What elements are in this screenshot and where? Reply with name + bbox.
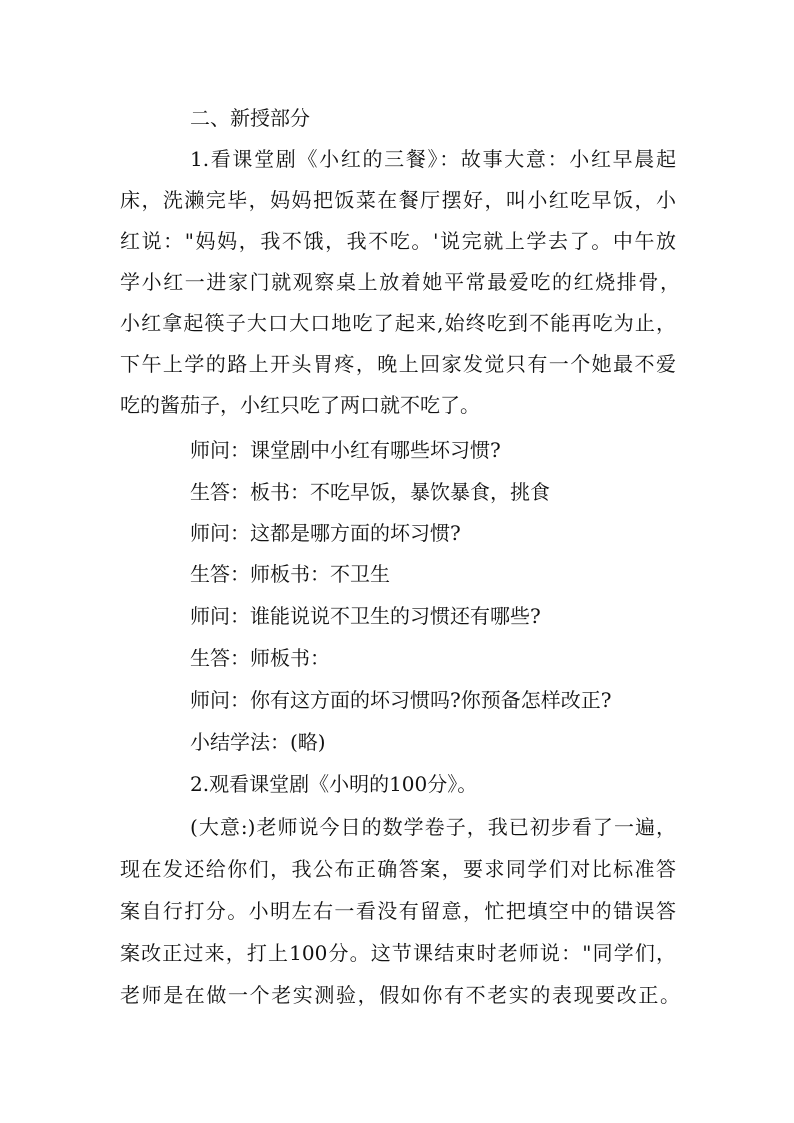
dialogue-line: 师问：你有这方面的坏习惯吗?你预备怎样改正? bbox=[190, 688, 612, 712]
paragraph-line-text: 学小红一进家门就观察桌上放着她平常最爱吃的红烧排骨， bbox=[120, 270, 680, 294]
paragraph-line bbox=[120, 229, 676, 253]
paragraph-line bbox=[190, 815, 676, 839]
paragraph-line bbox=[120, 188, 676, 212]
paragraph-line bbox=[120, 857, 676, 881]
dialogue-line: 生答：师板书： bbox=[190, 646, 330, 670]
paragraph-line bbox=[120, 941, 676, 965]
paragraph-line bbox=[190, 147, 676, 171]
dialogue-line: 师问：谁能说说不卫生的习惯还有哪些? bbox=[190, 604, 541, 628]
paragraph-line bbox=[120, 270, 680, 294]
section-title: 2.观看课堂剧《小明的100分》。 bbox=[190, 772, 478, 796]
paragraph-line-text: 1.看课堂剧《小红的三餐》：故事大意：小红早晨起 bbox=[190, 147, 676, 171]
paragraph-line: 吃的酱茄子，小红只吃了两口就不吃了。 bbox=[120, 393, 480, 417]
paragraph-line bbox=[120, 352, 676, 376]
dialogue-line: 师问：这都是哪方面的坏习惯? bbox=[190, 521, 461, 545]
section-heading: 二、新授部分 bbox=[190, 106, 310, 130]
paragraph-line-text: 现在发还给你们，我公布正确答案，要求同学们对比标准答 bbox=[120, 857, 676, 881]
dialogue-line: 生答：板书：不吃早饭，暴饮暴食，挑食 bbox=[190, 480, 550, 504]
paragraph-line-text: 红说："妈妈，我不饿，我不吃。'说完就上学去了。中午放 bbox=[120, 229, 676, 253]
paragraph-line-text: 案改正过来，打上100分。这节课结束时老师说："同学们， bbox=[120, 941, 676, 965]
dialogue-line: 生答：师板书：不卫生 bbox=[190, 562, 390, 586]
paragraph-line bbox=[120, 311, 676, 335]
paragraph-line-text: 案自行打分。小明左右一看没有留意，忙把填空中的错误答 bbox=[120, 899, 676, 923]
paragraph-line-text: (大意:)老师说今日的数学卷子，我已初步看了一遍， bbox=[190, 815, 676, 839]
paragraph-line-text: 小红拿起筷子大口大口地吃了起来,始终吃到不能再吃为止， bbox=[120, 311, 676, 335]
dialogue-line: 师问：课堂剧中小红有哪些坏习惯? bbox=[190, 438, 501, 462]
paragraph-line-text: 下午上学的路上开头胃疼，晚上回家发觉只有一个她最不爱 bbox=[120, 352, 676, 376]
paragraph-line bbox=[120, 983, 680, 1007]
paragraph-line-text: 老师是在做一个老实测验，假如你有不老实的表现要改正。 bbox=[120, 983, 680, 1007]
summary-line: 小结学法：(略) bbox=[190, 730, 326, 754]
paragraph-line bbox=[120, 899, 676, 923]
paragraph-line-text: 床，洗濑完毕，妈妈把饭菜在餐厅摆好，叫小红吃早饭，小 bbox=[120, 188, 676, 212]
